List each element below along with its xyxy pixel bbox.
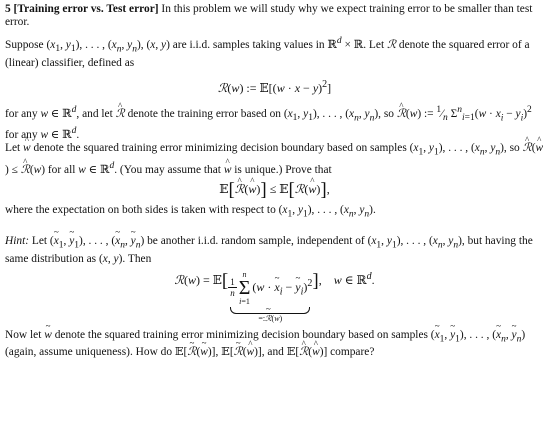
setup-paragraph-2: for any w ∈ ℝ$^d$, and let ℛ ^ denote the training error based on ($x_1$, $y_1$), . . . , ($x_n$, $y_n$), so ℛ ^(w) := $^1⁄_n$ $\Sigma^n_{i=1}(w \cdot x_i - y_i)^2$ for any w ∈ ℝ$^d$. xyxy=(5,104,544,142)
hint-paragraph-1: Hint: Let (x $\sim_1$, y $\sim_1$), . . . , (x $\sim_n$, y $\sim_n$) be another i.i.d. random sample, independent of ($x_1$, $y_1$), . . . , ($x_n$, $y_n$), but having the same distribution as (x, y). Then xyxy=(5,235,544,266)
hint-equation: ℛ(w) = 𝔼[ $\frac{1}{n}$ n Σ i=1(w · x $\sim_i - y$ $\sim_i)^2$ =:ℛ ~(w) ], w ∈ ℝ$^d$. xyxy=(5,270,544,323)
problem-number: 5 xyxy=(5,3,14,15)
setup-paragraph-4: where the expectation on both sides is taken with respect to ($x_1$, $y_1$), . . . , ($x_n$, $y_n$). xyxy=(5,203,376,219)
hint-label: Hint: xyxy=(5,235,30,248)
problem-intro: 5 [Training error vs. Test error] In this problem we will study why we expect training error to be smaller than test error. xyxy=(5,3,533,29)
problem-title: [Training error vs. Test error] xyxy=(13,3,159,15)
claim-equation: 𝔼[ℛ ^(w ^)] ≤ 𝔼[ℛ(w ^)], xyxy=(5,183,544,197)
hint-underbrace: $\frac{1}{n}$ n Σ i=1(w · x $\sim_i - y$ $\sim_i)^2$ =:ℛ ~(w) xyxy=(228,270,312,323)
risk-definition-equation: ℛ(w) := 𝔼[(w · x − y)$^2$] xyxy=(217,78,332,95)
setup-paragraph-3: Let w ^ denote the squared training error minimizing decision boundary based on samples ($x_1$, $y_1$), . . . , ($x_n$, $y_n$), so ℛ ^(w ^) ≤ ℛ ^(w) for all w ∈ ℝ$^d$. (You may assume that w ^ is unique.) Prove that xyxy=(5,142,544,176)
hint-paragraph-2: Now let w ~ denote the squared training error minimizing decision boundary based on samples (x $\sim_1$, y $\sim_1$), . . . , (x $\sim_n$, y $\sim_n$) (again, assume uniqueness). How do 𝔼[ℛ ~(w ~)], 𝔼[ℛ ~(w ^)], and 𝔼[ℛ ^(w ^)] compare? xyxy=(5,329,544,360)
setup-paragraph-1: Suppose ($x_1$, $y_1$), . . . , ($x_n$, $y_n$), (x, y) are i.i.d. samples taking values in ℝ$^d$ × ℝ. Let ℛ denote the squared error of a (linear) classifier, defined as xyxy=(5,36,530,69)
